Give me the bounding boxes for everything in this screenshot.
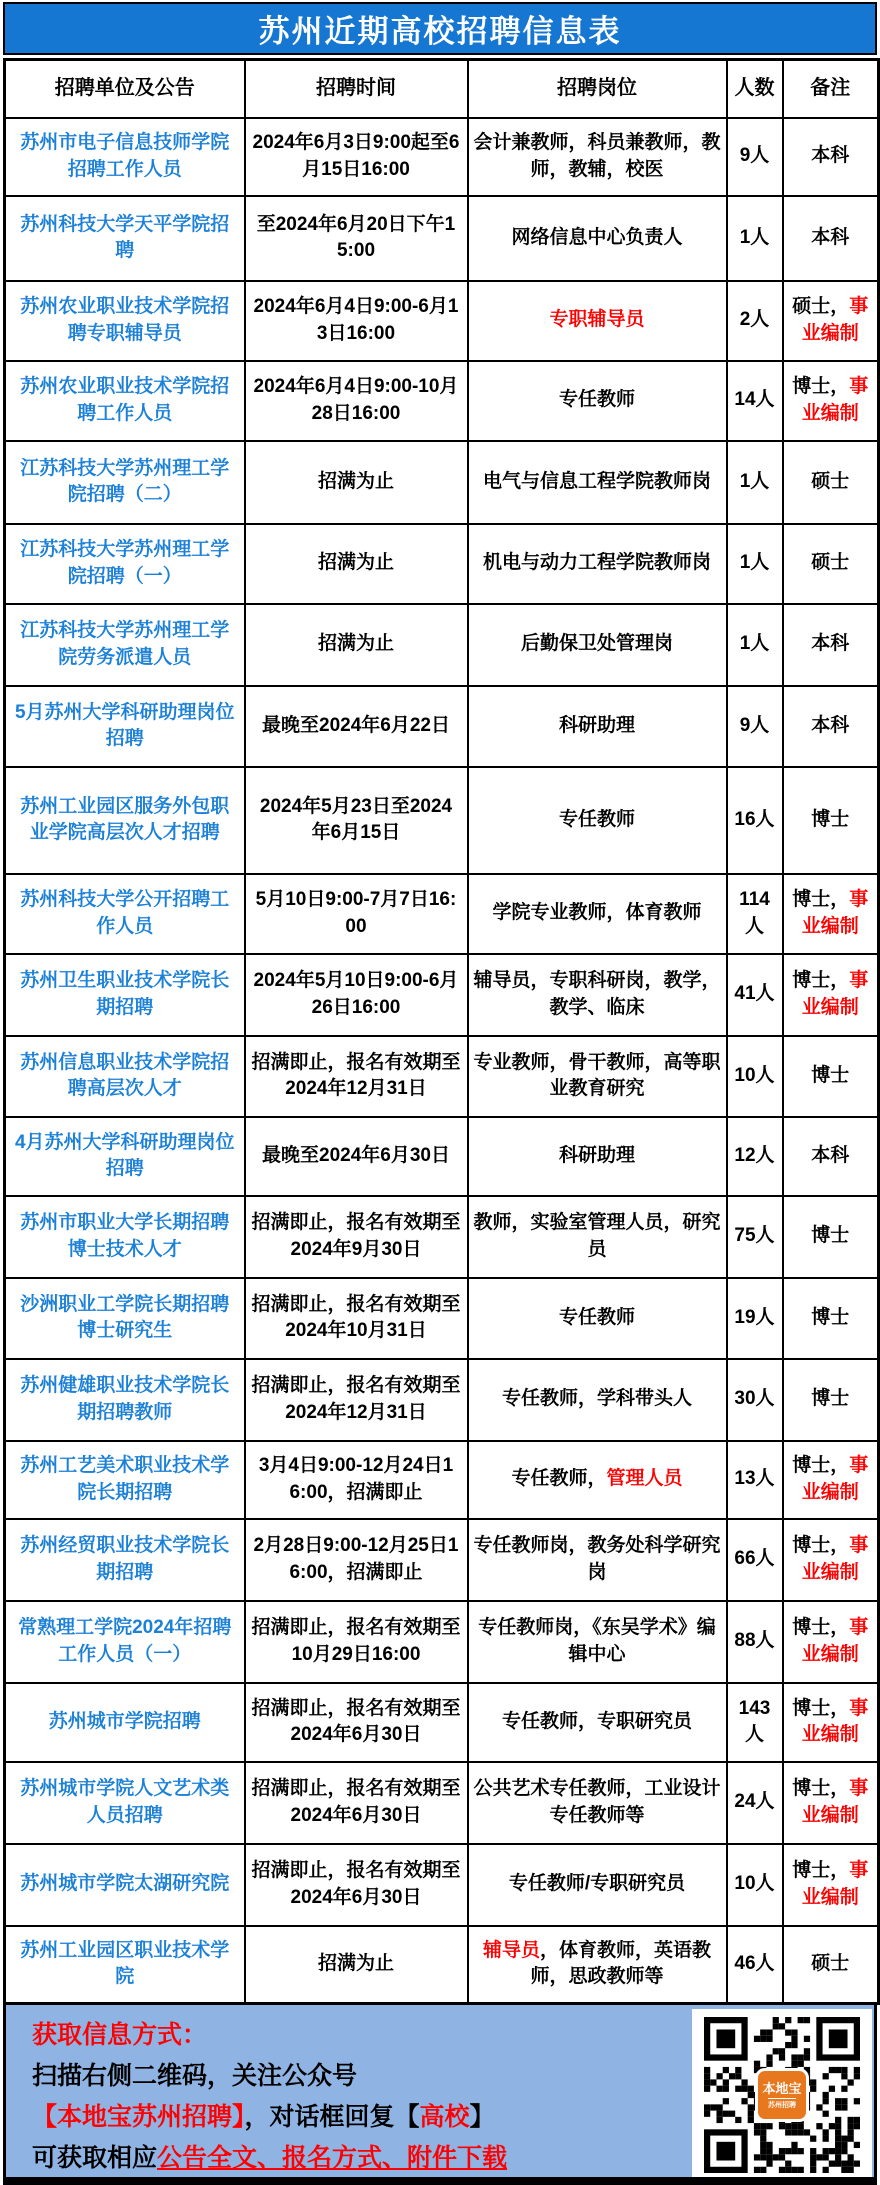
time-cell: 招满为止 — [245, 441, 468, 524]
jobs-cell: 辅导员，专职科研岗，教学，教学、临床 — [468, 954, 727, 1036]
unit-announcement-link[interactable]: 江苏科技大学苏州理工学院劳务派遣人员 — [20, 620, 230, 668]
qr-code — [704, 2017, 860, 2173]
time-cell: 招满即止，报名有效期至2024年10月31日 — [245, 1278, 468, 1359]
unit-cell — [5, 1844, 245, 1926]
count-cell: 41人 — [727, 954, 783, 1036]
count-cell: 46人 — [727, 1926, 783, 2004]
count-cell: 88人 — [727, 1601, 783, 1683]
jobs-cell: 专任教师 — [468, 1278, 727, 1359]
unit-announcement-link[interactable]: 苏州工艺美术职业技术学院长期招聘 — [20, 1455, 230, 1503]
unit-cell — [5, 874, 245, 954]
count-cell: 30人 — [727, 1359, 783, 1441]
count-cell: 24人 — [727, 1762, 783, 1844]
col-header-time: 招聘时间 — [245, 60, 468, 118]
unit-cell — [5, 1359, 245, 1441]
unit-announcement-link[interactable]: 苏州市电子信息技师学院招聘工作人员 — [20, 132, 230, 180]
unit-cell — [5, 767, 245, 874]
page-title: 苏州近期高校招聘信息表 — [258, 14, 622, 49]
unit-announcement-link[interactable]: 苏州工业园区服务外包职业学院高层次人才招聘 — [20, 795, 230, 843]
unit-announcement-link[interactable]: 苏州卫生职业技术学院长期招聘 — [20, 970, 230, 1018]
footer-line: 【本地宝苏州招聘】，对话框回复【高校】 — [32, 2103, 495, 2131]
unit-announcement-link[interactable]: 苏州科技大学公开招聘工作人员 — [20, 889, 230, 937]
count-cell: 10人 — [727, 1844, 783, 1926]
table-row — [5, 361, 879, 441]
unit-announcement-link[interactable]: 常熟理工学院2024年招聘工作人员（一） — [18, 1617, 232, 1665]
note-cell: 博士 — [783, 767, 879, 874]
count-cell: 66人 — [727, 1519, 783, 1601]
note-cell: 博士 — [783, 1278, 879, 1359]
col-header-note: 备注 — [783, 60, 879, 118]
unit-cell — [5, 281, 245, 361]
note-cell: 本科 — [783, 1117, 879, 1196]
unit-cell — [5, 1117, 245, 1196]
time-cell: 招满即止，报名有效期至2024年6月30日 — [245, 1844, 468, 1926]
qr-logo-subtitle: 苏州招聘 — [768, 2098, 796, 2110]
note-cell: 博士，事业编制 — [783, 1683, 879, 1762]
col-header-count: 人数 — [727, 60, 783, 118]
unit-announcement-link[interactable]: 苏州市职业大学长期招聘博士技术人才 — [20, 1212, 230, 1260]
table-row — [5, 118, 879, 196]
jobs-cell: 机电与动力工程学院教师岗 — [468, 524, 727, 604]
table-row — [5, 1036, 879, 1117]
unit-announcement-link[interactable]: 苏州城市学院太湖研究院 — [20, 1873, 230, 1895]
time-cell: 最晚至2024年6月22日 — [245, 686, 468, 767]
count-cell: 1人 — [727, 524, 783, 604]
time-cell: 3月4日9:00-12月24日16:00，招满即止 — [245, 1441, 468, 1519]
note-cell: 博士，事业编制 — [783, 954, 879, 1036]
unit-announcement-link[interactable]: 沙洲职业工学院长期招聘博士研究生 — [20, 1293, 230, 1341]
qr-logo-title: 本地宝 — [762, 2080, 802, 2096]
time-cell: 招满即止，报名有效期至2024年6月30日 — [245, 1762, 468, 1844]
unit-cell — [5, 1601, 245, 1683]
qr-box — [692, 2009, 872, 2181]
table-row — [5, 1683, 879, 1762]
time-cell: 2月28日9:00-12月25日16:00，招满即止 — [245, 1519, 468, 1601]
header-row — [5, 60, 879, 118]
unit-announcement-link[interactable]: 苏州城市学院招聘 — [48, 1710, 201, 1732]
unit-cell — [5, 954, 245, 1036]
note-cell: 博士，事业编制 — [783, 1519, 879, 1601]
note-cell: 本科 — [783, 686, 879, 767]
count-cell: 75人 — [727, 1196, 783, 1278]
jobs-cell: 后勤保卫处管理岗 — [468, 604, 727, 686]
unit-announcement-link[interactable]: 4月苏州大学科研助理岗位招聘 — [14, 1131, 235, 1179]
jobs-cell: 教师，实验室管理人员，研究员 — [468, 1196, 727, 1278]
table-row — [5, 441, 879, 524]
unit-announcement-link[interactable]: 苏州工业园区职业技术学院 — [20, 1940, 230, 1988]
time-cell: 招满即止，报名有效期至2024年6月30日 — [245, 1683, 468, 1762]
unit-announcement-link[interactable]: 苏州信息职业技术学院招聘高层次人才 — [20, 1051, 230, 1099]
note-cell: 博士，事业编制 — [783, 1441, 879, 1519]
note-cell: 博士，事业编制 — [783, 1762, 879, 1844]
jobs-cell: 专任教师岗，《东吴学术》编辑中心 — [468, 1601, 727, 1683]
unit-cell — [5, 118, 245, 196]
jobs-cell: 学院专业教师，体育教师 — [468, 874, 727, 954]
note-cell: 硕士，事业编制 — [783, 281, 879, 361]
count-cell: 114人 — [727, 874, 783, 954]
unit-announcement-link[interactable]: 江苏科技大学苏州理工学院招聘（二） — [20, 457, 230, 505]
unit-announcement-link[interactable]: 江苏科技大学苏州理工学院招聘（一） — [20, 539, 230, 587]
unit-announcement-link[interactable]: 苏州农业职业技术学院招聘专职辅导员 — [20, 296, 230, 344]
unit-cell — [5, 1278, 245, 1359]
unit-announcement-link[interactable]: 苏州经贸职业技术学院长期招聘 — [20, 1535, 230, 1583]
time-cell: 招满为止 — [245, 604, 468, 686]
jobs-cell: 专任教师 — [468, 361, 727, 441]
table-row — [5, 1196, 879, 1278]
footer-line: 获取信息方式： — [32, 2021, 208, 2049]
count-cell: 19人 — [727, 1278, 783, 1359]
unit-cell — [5, 1196, 245, 1278]
time-cell: 招满为止 — [245, 524, 468, 604]
time-cell: 2024年6月3日9:00起至6月15日16:00 — [245, 118, 468, 196]
time-cell: 招满即止，报名有效期至2024年9月30日 — [245, 1196, 468, 1278]
count-cell: 9人 — [727, 686, 783, 767]
table-row — [5, 1441, 879, 1519]
time-cell: 2024年6月4日9:00-6月13日16:00 — [245, 281, 468, 361]
note-cell: 博士，事业编制 — [783, 1601, 879, 1683]
jobs-cell: 专任教师 — [468, 767, 727, 874]
table-row — [5, 1117, 879, 1196]
jobs-cell: 科研助理 — [468, 686, 727, 767]
count-cell: 12人 — [727, 1117, 783, 1196]
note-cell: 硕士 — [783, 441, 879, 524]
unit-cell — [5, 1036, 245, 1117]
footer-text — [32, 2015, 674, 2179]
table-row — [5, 1278, 879, 1359]
unit-cell — [5, 1441, 245, 1519]
table-row — [5, 954, 879, 1036]
table-row — [5, 1844, 879, 1926]
jobs-cell: 公共艺术专任教师，工业设计专任教师等 — [468, 1762, 727, 1844]
note-cell: 博士，事业编制 — [783, 874, 879, 954]
table-row — [5, 1762, 879, 1844]
time-cell: 招满即止，报名有效期至2024年12月31日 — [245, 1036, 468, 1117]
unit-announcement-link[interactable]: 苏州农业职业技术学院招聘工作人员 — [20, 376, 230, 424]
unit-cell — [5, 686, 245, 767]
note-cell: 本科 — [783, 604, 879, 686]
col-header-jobs: 招聘岗位 — [468, 60, 727, 118]
footer — [3, 2005, 877, 2185]
unit-cell — [5, 524, 245, 604]
jobs-cell: 专职辅导员 — [468, 281, 727, 361]
time-cell: 招满为止 — [245, 1926, 468, 2004]
jobs-cell: 专任教师，学科带头人 — [468, 1359, 727, 1441]
count-cell: 1人 — [727, 604, 783, 686]
table-row — [5, 874, 879, 954]
jobs-cell: 专任教师，专职研究员 — [468, 1683, 727, 1762]
table-body — [5, 118, 879, 2004]
table-row — [5, 604, 879, 686]
count-cell: 16人 — [727, 767, 783, 874]
qr-logo — [755, 2068, 809, 2122]
count-cell: 10人 — [727, 1036, 783, 1117]
note-cell: 博士 — [783, 1359, 879, 1441]
table-row — [5, 1519, 879, 1601]
unit-announcement-link[interactable]: 苏州科技大学天平学院招聘 — [20, 213, 230, 261]
count-cell: 9人 — [727, 118, 783, 196]
title-bar — [3, 2, 877, 55]
count-cell: 13人 — [727, 1441, 783, 1519]
time-cell: 招满即止，报名有效期至10月29日16:00 — [245, 1601, 468, 1683]
unit-cell — [5, 361, 245, 441]
note-cell: 本科 — [783, 118, 879, 196]
time-cell: 招满即止，报名有效期至2024年12月31日 — [245, 1359, 468, 1441]
time-cell: 2024年6月4日9:00-10月28日16:00 — [245, 361, 468, 441]
jobs-cell: 电气与信息工程学院教师岗 — [468, 441, 727, 524]
count-cell: 14人 — [727, 361, 783, 441]
unit-cell — [5, 441, 245, 524]
table-row — [5, 1601, 879, 1683]
unit-cell — [5, 196, 245, 281]
unit-cell — [5, 1683, 245, 1762]
unit-cell — [5, 1926, 245, 2004]
table-row — [5, 686, 879, 767]
unit-announcement-link[interactable]: 苏州城市学院人文艺术类人员招聘 — [20, 1778, 230, 1826]
time-cell: 2024年5月23日至2024年6月15日 — [245, 767, 468, 874]
count-cell: 2人 — [727, 281, 783, 361]
table-row — [5, 281, 879, 361]
count-cell: 143人 — [727, 1683, 783, 1762]
jobs-cell: 专业教师，骨干教师，高等职业教育研究 — [468, 1036, 727, 1117]
unit-announcement-link[interactable]: 苏州健雄职业技术学院长期招聘教师 — [20, 1375, 230, 1423]
count-cell: 1人 — [727, 441, 783, 524]
count-cell: 1人 — [727, 196, 783, 281]
footer-line: 可获取相应公告全文、报名方式、附件下载 — [32, 2144, 508, 2172]
jobs-cell: 网络信息中心负责人 — [468, 196, 727, 281]
table-row — [5, 196, 879, 281]
jobs-cell: 专任教师/专职研究员 — [468, 1844, 727, 1926]
unit-cell — [5, 1519, 245, 1601]
time-cell: 2024年5月10日9:00-6月26日16:00 — [245, 954, 468, 1036]
unit-announcement-link[interactable]: 5月苏州大学科研助理岗位招聘 — [14, 701, 235, 749]
jobs-cell: 辅导员，体育教师，英语教师，思政教师等 — [468, 1926, 727, 2004]
note-cell: 博士 — [783, 1196, 879, 1278]
note-cell: 硕士 — [783, 524, 879, 604]
note-cell: 博士，事业编制 — [783, 1844, 879, 1926]
note-cell: 硕士 — [783, 1926, 879, 2004]
note-cell: 本科 — [783, 196, 879, 281]
unit-cell — [5, 1762, 245, 1844]
jobs-cell: 会计兼教师，科员兼教师，教师，教辅，校医 — [468, 118, 727, 196]
table-row — [5, 1926, 879, 2004]
jobs-cell: 科研助理 — [468, 1117, 727, 1196]
jobs-cell: 专任教师岗，教务处科学研究岗 — [468, 1519, 727, 1601]
jobs-cell: 专任教师，管理人员 — [468, 1441, 727, 1519]
recruitment-table — [3, 58, 880, 2005]
time-cell: 最晚至2024年6月30日 — [245, 1117, 468, 1196]
time-cell: 5月10日9:00-7月7日16:00 — [245, 874, 468, 954]
time-cell: 至2024年6月20日下午15:00 — [245, 196, 468, 281]
note-cell: 博士，事业编制 — [783, 361, 879, 441]
note-cell: 博士 — [783, 1036, 879, 1117]
table-row — [5, 1359, 879, 1441]
unit-cell — [5, 604, 245, 686]
table-row — [5, 524, 879, 604]
col-header-unit: 招聘单位及公告 — [5, 60, 245, 118]
table-row — [5, 767, 879, 874]
footer-line: 扫描右侧二维码，关注公众号 — [32, 2062, 358, 2090]
